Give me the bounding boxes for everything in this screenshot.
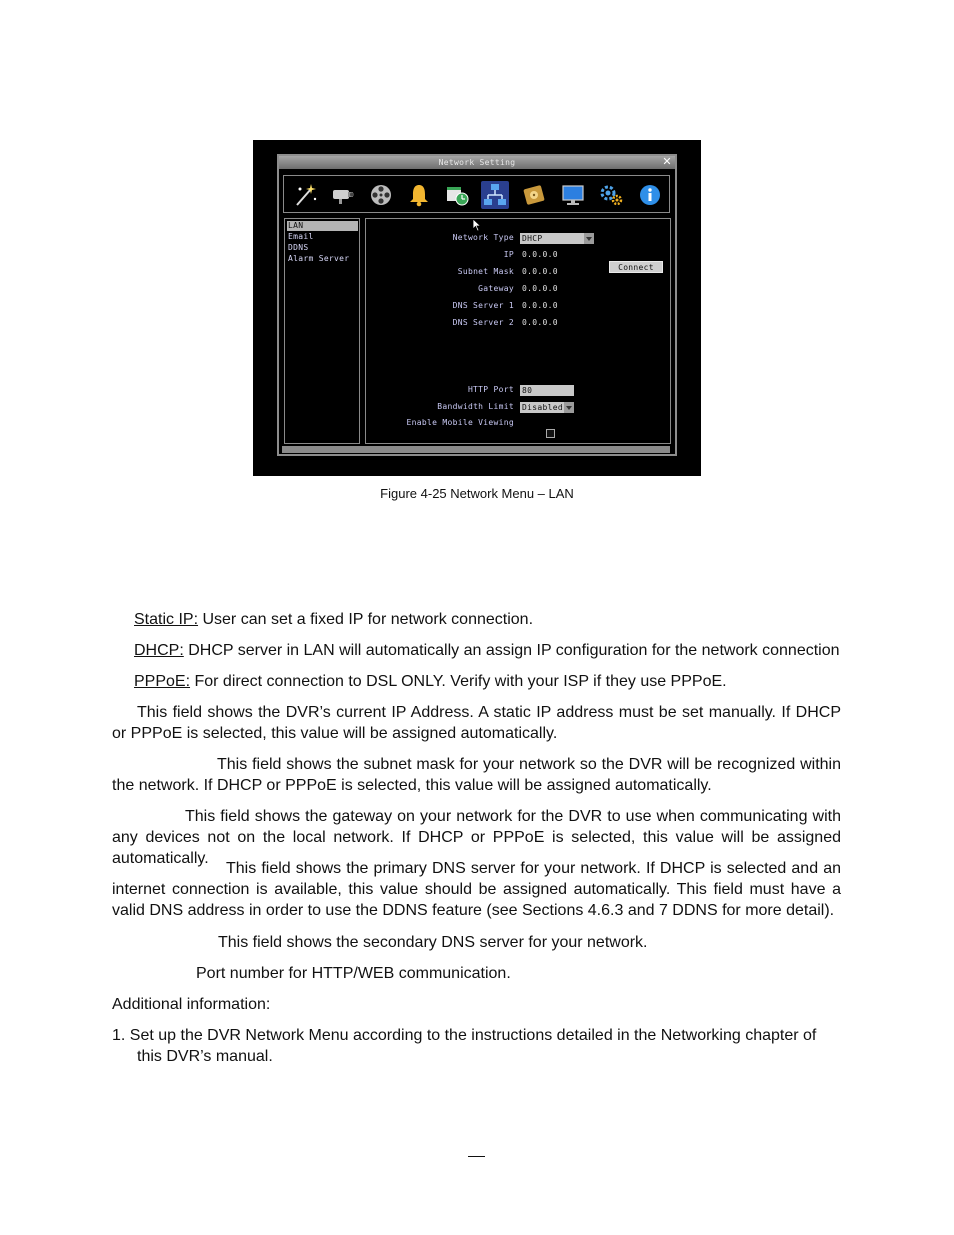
disk-icon[interactable] [520,181,548,209]
chevron-down-icon[interactable] [584,233,594,244]
subnet-mask-label: Subnet Mask [457,267,514,276]
side-item-lan[interactable]: LAN [287,221,358,231]
status-bar [282,446,670,453]
network-setting-window [277,154,677,456]
dhcp-term: DHCP: [134,642,184,659]
mobile-viewing-label: Enable Mobile Viewing [406,418,514,427]
network-type-value: DHCP [522,234,543,243]
bell-icon[interactable] [405,181,433,209]
figure-caption: Figure 4-25 Network Menu – LAN [380,486,574,501]
static-ip-paragraph [134,609,841,630]
dns-server-1-value[interactable]: 0.0.0.0 [522,301,558,310]
pppoe-paragraph [134,671,841,692]
ip-label: IP [503,250,514,259]
monitor-icon[interactable] [559,181,587,209]
bandwidth-limit-label: Bandwidth Limit [437,402,514,411]
bandwidth-limit-value: Disabled [522,403,563,412]
network-type-label: Network Type [452,233,514,242]
static-ip-text: User can set a fixed IP for network connection. [198,611,534,628]
lan-settings-panel [365,218,671,444]
side-item-ddns[interactable]: DDNS [288,243,309,252]
gateway-value[interactable]: 0.0.0.0 [522,284,558,293]
network-type-select[interactable] [520,233,594,244]
side-item-alarm-server[interactable]: Alarm Server [288,254,350,263]
step-1: 1. Set up the DVR Network Menu according to the instructions detailed in the Networking chapter of this DVR’s manual. [112,1027,817,1065]
dns-server-1-label: DNS Server 1 [452,301,514,310]
http-port-input[interactable]: 80 [520,385,574,396]
page-number-rule [468,1156,485,1157]
gateway-description: This field shows the gateway on your network for the DVR to use when communicating with any devices not on the local network. If DHCP or PPPoE is selected, this value will be assigned automatically. [112,808,841,867]
ip-value[interactable]: 0.0.0.0 [522,250,558,259]
dvr-screenshot [253,140,701,476]
subnet-mask-value[interactable]: 0.0.0.0 [522,267,558,276]
film-reel-icon[interactable] [367,181,395,209]
camera-icon[interactable] [329,181,357,209]
wizard-icon[interactable] [291,181,319,209]
window-title: Network Setting [438,158,516,167]
dhcp-text: DHCP server in LAN will automatically an assign IP configuration for the network connection [183,642,840,659]
connect-button[interactable]: Connect [609,261,663,273]
dns-server-2-description: This field shows the secondary DNS server for your network. [218,934,648,951]
info-icon[interactable] [636,181,664,209]
pppoe-term: PPPoE: [134,673,191,690]
http-port-label: HTTP Port [467,385,514,394]
subnet-mask-description: This field shows the subnet mask for your network so the DVR will be recognized within the network. If DHCP or PPPoE is selected, this value will be assigned automatically. [112,756,841,794]
http-port-description: Port number for HTTP/WEB communication. [196,965,511,982]
dhcp-paragraph [134,640,841,661]
close-icon[interactable]: ✕ [662,155,672,168]
schedule-icon[interactable] [443,181,471,209]
gear-icon[interactable] [597,181,625,209]
static-ip-term: Static IP: [134,611,199,628]
additional-information-heading: Additional information: [112,996,271,1013]
title-bar [279,156,675,169]
side-item-email[interactable]: Email [288,232,314,241]
dns-server-2-value[interactable]: 0.0.0.0 [522,318,558,327]
ip-description: This field shows the DVR’s current IP Address. A static IP address must be set manually. If DHCP or PPPoE is selected, this value will be assigned automatically. [112,704,841,742]
menu-icon-bar [283,175,670,213]
gateway-label: Gateway [478,284,514,293]
side-menu [284,218,360,444]
dns-server-1-description: This field shows the primary DNS server for your network. If DHCP is selected and an internet connection is available, this value should be assigned automatically. This field must have a valid DNS address in order to use the DDNS feature (see Sections 4.6.3 and 7 DDNS for more detail). [112,860,841,919]
bandwidth-limit-select[interactable] [520,402,574,413]
chevron-down-icon[interactable] [564,402,574,413]
mobile-viewing-checkbox[interactable] [546,429,555,438]
dns-server-2-label: DNS Server 2 [452,318,514,327]
network-icon[interactable] [481,181,509,209]
pppoe-text: For direct connection to DSL ONLY. Verify with your ISP if they use PPPoE. [190,673,727,690]
